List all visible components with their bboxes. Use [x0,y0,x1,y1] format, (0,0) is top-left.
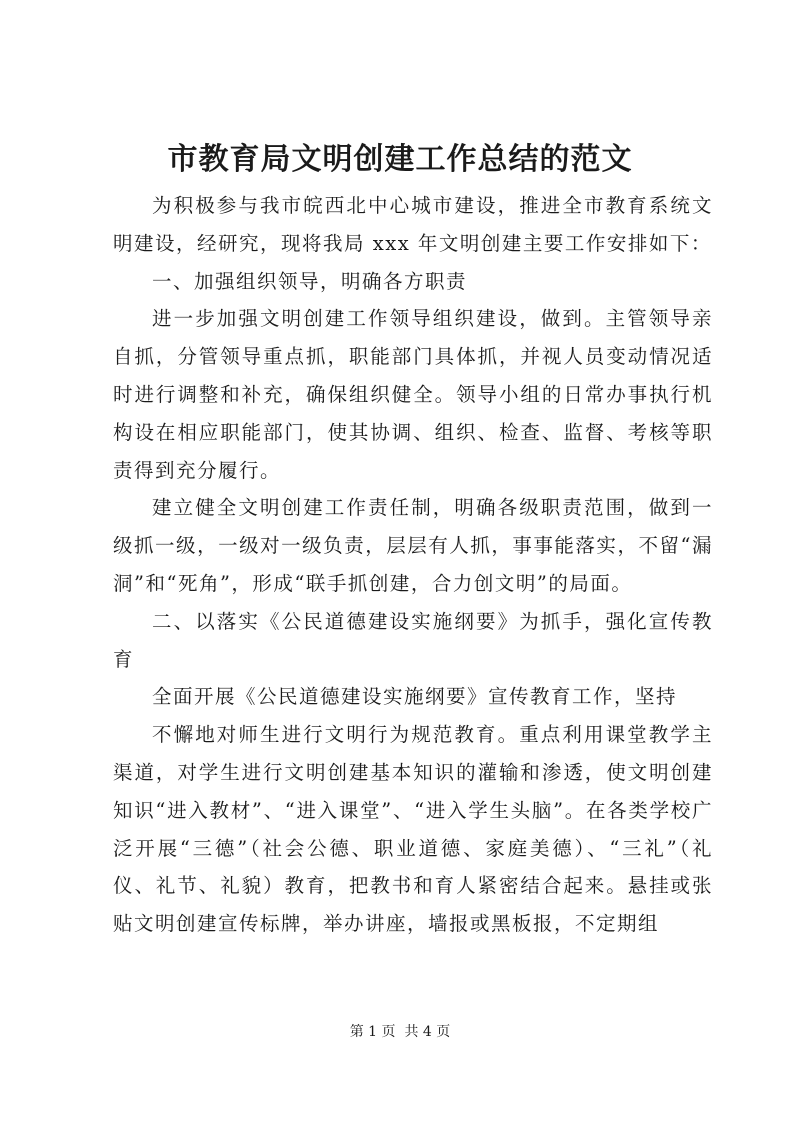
section-heading-1: 一、加强组织领导，明确各方职责 [152,269,468,293]
page-number: 第 1 页 共 4 页 [349,1024,451,1040]
paragraph-publicity-continued: 不懈地对师生进行文明行为规范教育。重点利用课堂教学主渠道，对学生进行文明创建基本知识的灌输和渗透，使文明创建知识“进入教材”、“进入课堂”、“进入学生头脑”。在各类学校广泛开展“三德”（社会公德、职业道德、家庭美德）、“三礼”（礼仪、礼节、礼貌）教育，把教书和育人紧密结合起来。悬挂或张贴文明创建宣传标牌，举办讲座，墙报或黑板报，不定期组 [113,723,713,936]
paragraph-organization: 进一步加强文明创建工作领导组织建设，做到。主管领导亲自抓，分管领导重点抓，职能部门具体抓，并视人员变动情况适时进行调整和补充，确保组织健全。领导小组的日常办事执行机构设在相应职能部门，使其协调、组织、检查、监督、考核等职责得到充分履行。 [113,307,713,482]
paragraph-intro: 为积极参与我市皖西北中心城市建设，推进全市教育系统文明建设，经研究，现将我局 xxx 年文明创建主要工作安排如下： [113,194,713,255]
page-footer [0,1022,800,1042]
section-heading-2: 二、以落实《公民道德建设实施纲要》为抓手，强化宣传教育 [113,609,713,671]
document-body [113,187,713,943]
document-title: 市教育局文明创建工作总结的范文 [167,142,633,177]
paragraph-responsibility: 建立健全文明创建工作责任制，明确各级职责范围，做到一级抓一级，一级对一级负责，层层有人抓，事事能落实，不留“漏洞”和“死角”，形成“联手抓创建，合力创文明”的局面。 [113,496,713,595]
paragraph-publicity-start: 全面开展《公民道德建设实施纲要》宣传教育工作，坚持 [152,685,678,709]
